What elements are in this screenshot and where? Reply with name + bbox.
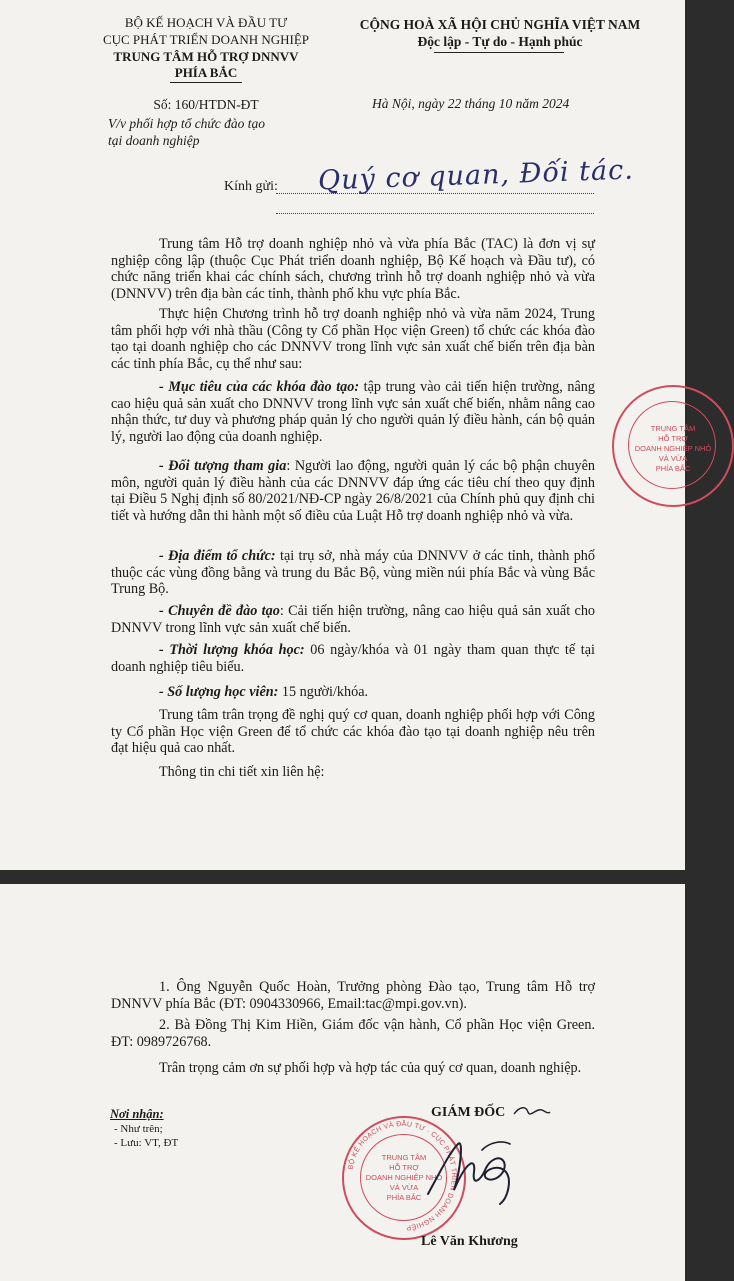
signer-name: Lê Văn Khương (421, 1234, 518, 1249)
ministry-name: BỘ KẾ HOẠCH VÀ ĐẦU TƯ (124, 15, 288, 30)
paragraph-contact-intro: Thông tin chi tiết xin liên hệ: (159, 764, 325, 780)
recipients-item-2: - Lưu: VT, ĐT (114, 1137, 179, 1149)
item-class-size: - Số lượng học viên: 15 người/khóa. (159, 684, 369, 700)
stamp-text-center: TRUNG TÂM (650, 424, 696, 433)
paragraph-request: Trung tâm trân trọng đề nghị quý cơ quan, doanh nghiệp phối hợp với Công ty Cổ phần Học viện Green để tổ chức các khóa đào tạo tại doanh nghiệp nêu trên đạt hiệu quả cao nhất. (111, 707, 595, 757)
center-name-line1: TRUNG TÂM HỖ TRỢ DNNVV (113, 49, 299, 64)
closing-thanks: Trân trọng cảm ơn sự phối hợp và hợp tác của quý cơ quan, doanh nghiệp. (159, 1060, 582, 1076)
item-duration: - Thời lượng khóa học: 06 ngày/khóa và 01 ngày tham quan thực tế tại doanh nghiệp tiêu biểu. (111, 642, 595, 675)
motto-underline (434, 52, 564, 53)
handwritten-recipient: Quý cơ quan, Đối tác. (317, 154, 635, 197)
header-left-rule (170, 82, 242, 83)
official-stamp: BỘ KẾ HOẠCH VÀ ĐẦU TƯ · CỤC PHÁT TRIỂN DOANH NGHIỆP TRUNG TÂM HỖ TRỢ DOANH NGHIỆP NHỎ VÀ VỪA PHÍA BẮC (342, 1116, 466, 1240)
letter-page-2 (0, 884, 685, 1281)
subject-line-1: V/v phối hợp tổ chức đào tạo (108, 116, 266, 131)
recipients-label: Nơi nhận: (110, 1107, 164, 1121)
paragraph-intro: Trung tâm Hỗ trợ doanh nghiệp nhỏ và vừa phía Bắc (TAC) là đơn vị sự nghiệp công lập (thuộc Cục Phát triển doanh nghiệp, Bộ Kế hoạch và Đầu tư), có chức năng triển khai các chính sách, chương trình hỗ trợ doanh nghiệp nhỏ và vừa (DNNVV) trên địa bàn các tỉnh, thành phố khu vực phía Bắc. (111, 236, 595, 302)
svg-text:BỘ KẾ HOẠCH VÀ ĐẦU TƯ · CỤC PH: BỘ KẾ HOẠCH VÀ ĐẦU TƯ · CỤC PHÁT TRIỂN DOANH NGHIỆP (347, 1120, 458, 1231)
item-participants: - Đối tượng tham gia: Người lao động, người quản lý các bộ phận chuyên môn, người quản lý điều hành của các DNNVV đáp ứng các tiêu chí theo quy định tại Điều 5 Nghị định số 80/2021/NĐ-CP ngày 26/8/2021 của Chính phủ quy định chi tiết và hướng dẫn thi hành một số điều của Luật Hỗ trợ doanh nghiệp nhỏ và vừa. (111, 458, 596, 524)
item-topic: - Chuyên đề đào tạo: Cải tiến hiện trường, nâng cao hiệu quả sản xuất cho DNNVV trong lĩnh vực sản xuất chế biến. (111, 603, 596, 636)
place-and-date: Hà Nội, ngày 22 tháng 10 năm 2024 (372, 96, 570, 111)
center-name-line2: PHÍA BẮC (174, 65, 238, 80)
contact-person-2: 2. Bà Đồng Thị Kim Hiền, Giám đốc vận hành, Cổ phần Học viện Green. ĐT: 0989726768. (111, 1017, 595, 1050)
department-name: CỤC PHÁT TRIỂN DOANH NGHIỆP (102, 32, 310, 47)
item-location: - Địa điểm tổ chức: tại trụ sở, nhà máy của DNNVV ở các tỉnh, thành phố thuộc các vùng đồng bằng và trung du Bắc Bộ, vùng miền núi phía Bắc và vùng Bắc Trung Bộ. (111, 548, 595, 598)
recipient-dotted-line-2 (276, 213, 594, 214)
official-stamp-partial: TRUNG TÂM HỖ TRỢ DOANH NGHIỆP NHỎ VÀ VỪA PHÍA BẮC (612, 385, 734, 507)
country-name: CỘNG HOÀ XÃ HỘI CHỦ NGHĨA VIỆT NAM (359, 17, 641, 32)
item-objective: - Mục tiêu của các khóa đào tạo: tập trung vào cải tiến hiện trường, nâng cao hiệu quả sản xuất cho DNNVV trong lĩnh vực sản xuất chế biến, nhằm nâng cao nhận thức, tư duy và phương pháp quản lý cho người quản lý điều hành, cán bộ quản lý, người lao động của doanh nghiệp. (111, 379, 595, 445)
contact-person-1: 1. Ông Nguyễn Quốc Hoàn, Trưởng phòng Đào tạo, Trung tâm Hỗ trợ DNNVV phía Bắc (ĐT: 0904330966, Email:tac@mpi.gov.vn). (111, 979, 595, 1012)
paragraph-program: Thực hiện Chương trình hỗ trợ doanh nghiệp nhỏ và vừa năm 2024, Trung tâm phối hợp với nhà thầu (Công ty Cổ phần Học viện Green) tổ chức các khóa đào tạo tại doanh nghiệp cho các DNNVV trong lĩnh vực sản xuất chế biến trên địa bàn các tỉnh phía Bắc, cụ thể như sau: (111, 306, 595, 372)
signer-title: GIÁM ĐỐC (431, 1105, 506, 1120)
subject-line-2: tại doanh nghiệp (108, 133, 200, 148)
national-motto: Độc lập - Tự do - Hạnh phúc (417, 34, 583, 49)
initials-mark (512, 1104, 552, 1120)
document-number: Số: 160/HTDN-ĐT (153, 97, 259, 112)
recipient-label: Kính gửi: (224, 179, 278, 194)
handwritten-signature (420, 1132, 530, 1212)
recipients-item-1: - Như trên; (114, 1123, 163, 1135)
